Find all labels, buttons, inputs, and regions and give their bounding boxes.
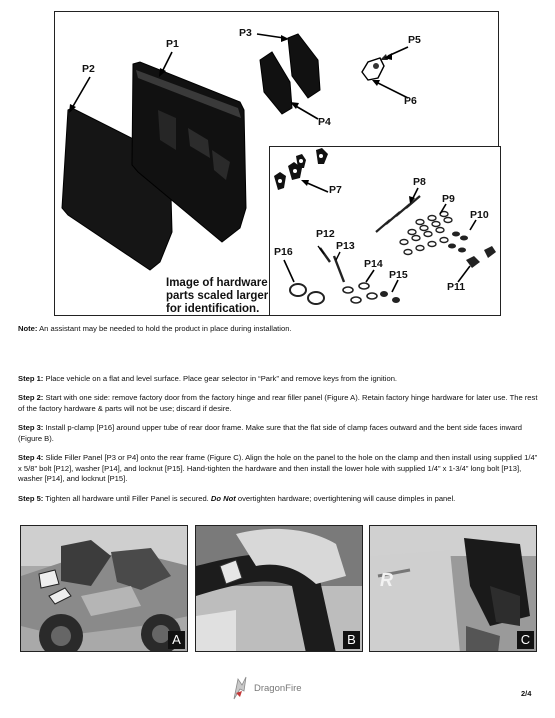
figure-b-image xyxy=(196,526,363,652)
leader-p7 xyxy=(305,182,328,192)
figure-b-photo xyxy=(195,525,363,652)
svg-text:R: R xyxy=(380,570,393,590)
footer-logo xyxy=(228,675,302,701)
leader-p11 xyxy=(458,266,470,282)
part-label-p8: P8 xyxy=(413,176,426,188)
part-label-p6: P6 xyxy=(404,95,417,107)
dragon-logo-icon xyxy=(228,675,250,701)
step-5: Step 5: Tighten all hardware until Filler Panel is secured. Do Not overtighten hardware; overtightening will cause dimples in panel. xyxy=(18,494,456,503)
footer-brand: DragonFire xyxy=(254,682,302,694)
leader-p10 xyxy=(470,220,476,230)
page-number: 2/4 xyxy=(521,689,532,698)
part-label-p3: P3 xyxy=(239,27,252,39)
locknuts-p15 xyxy=(380,291,400,303)
figure-a-image xyxy=(21,526,188,652)
part-label-p9: P9 xyxy=(442,193,455,205)
part-label-p4: P4 xyxy=(318,116,331,128)
leader-p9 xyxy=(440,204,446,214)
leader-p16 xyxy=(284,260,294,282)
figure-c-image xyxy=(370,526,537,652)
part-label-p1: P1 xyxy=(166,38,179,50)
plug-p11-b xyxy=(484,246,496,258)
part-label-p11: P11 xyxy=(447,281,466,293)
figure-a-photo xyxy=(20,525,188,652)
hardware-caption: Image of hardware parts scaled larger for identification. xyxy=(166,277,269,315)
part-label-p13: P13 xyxy=(336,240,355,252)
part-label-p15: P15 xyxy=(389,269,408,281)
part-label-p10: P10 xyxy=(470,209,489,221)
bolts-p8 xyxy=(376,196,420,232)
washers-p14 xyxy=(343,283,377,303)
bolt-p13 xyxy=(334,256,344,282)
leader-p14 xyxy=(366,270,374,282)
step-2: Step 2: Start with one side: remove factory door from the factory hinge and rear filler panel (Figure A). Retain factory hinge hardware for later use. The rest of the factory hardware & parts will not be use; discard if desire. xyxy=(18,393,538,413)
figure-c-label: C xyxy=(517,631,534,649)
nuts-p10 xyxy=(448,232,468,253)
part-label-p12: P12 xyxy=(316,228,335,240)
step-4: Step 4: Slide Filler Panel [P3 or P4] onto the rear frame (Figure C). Align the hole on the panel to the hole on the clamp and then install using supplied 1/4” x 5/8” bolt [P12], washer [P14], and locknut [P15]. Hand-tighten the hardware and then install the lower hole with supplied 1/4” x 1-3/4” long bolt [P13], washer [P14], and locknut [P15]. xyxy=(18,453,538,483)
part-label-p7: P7 xyxy=(329,184,342,196)
leader-p15 xyxy=(392,280,398,292)
step-3: Step 3: Install p-clamp [P16] around upper tube of rear door frame. Make sure that the flat side of clamp faces outward and the bent side faces inward (Figure B). xyxy=(18,423,522,443)
figure-b-label: B xyxy=(343,631,360,649)
washers-p9 xyxy=(400,212,452,255)
part-label-p5: P5 xyxy=(408,34,421,46)
plug-p11-a xyxy=(466,256,480,268)
figure-c-photo xyxy=(369,525,537,652)
part-label-p2: P2 xyxy=(82,63,95,75)
clamps-p16 xyxy=(290,284,324,304)
installation-note: Note: An assistant may be needed to hold the product in place during installation. xyxy=(18,324,292,333)
hardware-drawing xyxy=(0,0,555,330)
part-label-p16: P16 xyxy=(274,246,293,258)
figure-a-label: A xyxy=(168,631,185,649)
part-label-p14: P14 xyxy=(364,258,383,270)
step-1: Step 1: Place vehicle on a flat and level surface. Place gear selector in “Park” and remove keys from the ignition. xyxy=(18,374,398,383)
